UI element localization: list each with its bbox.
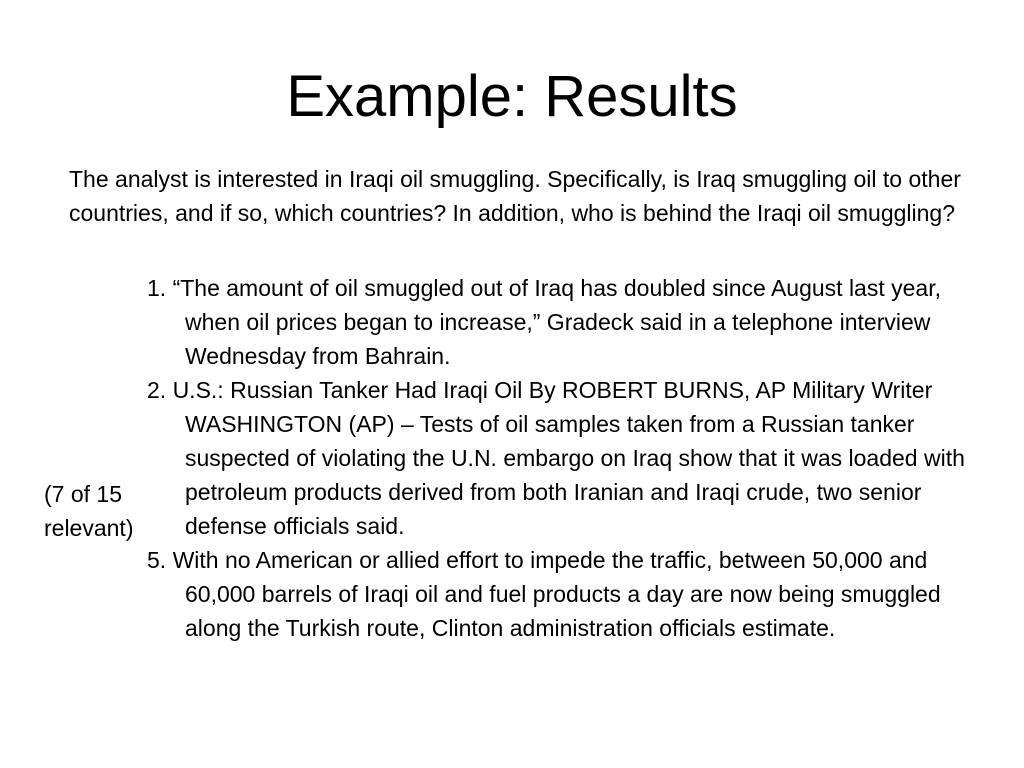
relevance-note-line-1: (7 of 15: [44, 481, 122, 507]
intro-paragraph: The analyst is interested in Iraqi oil smuggling. Specifically, is Iraq smuggling oil to other countries, and if so, which countries? In addition, who is behind the Iraqi oil smuggling?: [69, 166, 961, 226]
result-item-1: 1. “The amount of oil smuggled out of Iraq has doubled since August last year, when oil prices began to increase,” Gradeck said in a telephone interview Wednesday from Bahrain.: [147, 275, 941, 369]
slide-title: Example: Results: [286, 64, 738, 129]
result-item-5: 5. With no American or allied effort to impede the traffic, between 50,000 and 60,000 barrels of Iraqi oil and fuel products a day are now being smuggled along the Turkish route, Clinton administration officials estimate.: [147, 547, 941, 641]
result-item-2: 2. U.S.: Russian Tanker Had Iraqi Oil By ROBERT BURNS, AP Military Writer WASHINGTON (AP) – Tests of oil samples taken from a Russian tanker suspected of violating the U.N. embargo on Iraq show that it was loaded with petroleum products derived from both Iranian and Iraqi crude, two senior defense officials said.: [147, 377, 965, 539]
relevance-note-line-2: relevant): [44, 515, 134, 541]
results-list: [147, 271, 977, 645]
